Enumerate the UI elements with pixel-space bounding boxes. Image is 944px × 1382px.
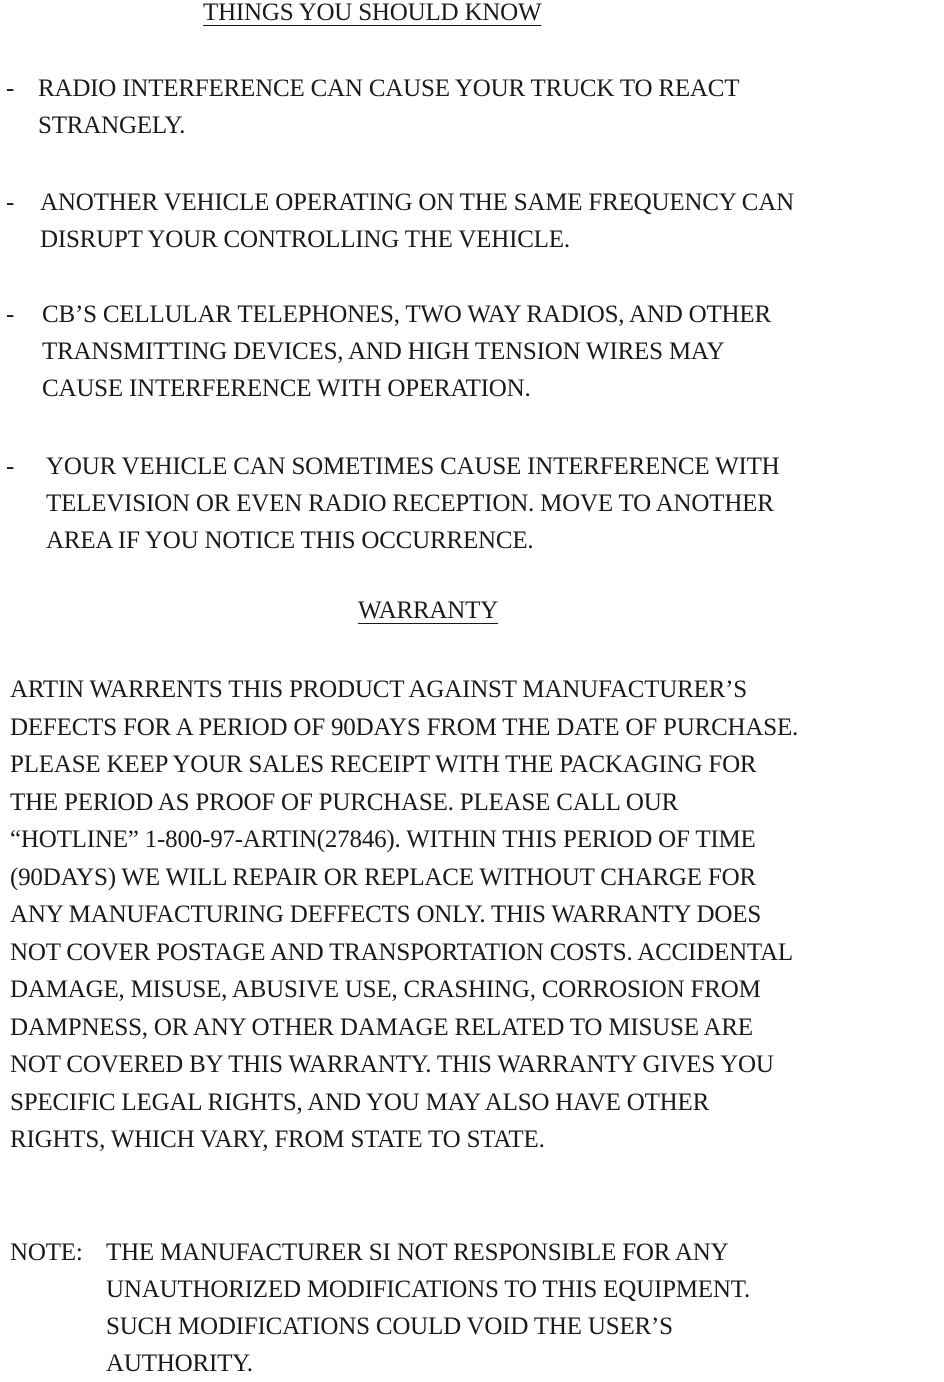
notice-text: ANOTHER VEHICLE OPERATING ON THE SAME FREQUENCY CAN DISRUPT YOUR CONTROLLING THE VEHICLE. <box>40 189 794 253</box>
warranty-heading: WARRANTY <box>358 597 499 624</box>
notice-bullet: - <box>6 453 15 480</box>
warranty-body: ARTIN WARRENTS THIS PRODUCT AGAINST MANUFACTURER’S DEFECTS FOR A PERIOD OF 90DAYS FROM THE DATE OF PURCHASE. PLEASE KEEP YOUR SALES RECEIPT WITH THE PACKAGING FOR THE PERIOD AS PROOF OF PURCHASE. PLEASE CALL OUR “HOTLINE” 1-800-97-ARTIN(27846). WITHIN THIS PERIOD OF TIME (90DAYS) WE WILL REPAIR OR REPLACE WITHOUT CHARGE FOR ANY MANUFACTURING DEFFECTS ONLY. THIS WARRANTY DOES NOT COVER POSTAGE AND TRANSPORTATION COSTS. ACCIDENTAL DAMAGE, MISUSE, ABUSIVE USE, CRASHING, CORROSION FROM DAMPNESS, OR ANY OTHER DAMAGE RELATED TO MISUSE ARE NOT COVERED BY THIS WARRANTY. THIS WARRANTY GIVES YOU SPECIFIC LEGAL RIGHTS, AND YOU MAY ALSO HAVE OTHER RIGHTS, WHICH VARY, FROM STATE TO STATE. <box>10 676 799 1153</box>
notice-text: YOUR VEHICLE CAN SOMETIMES CAUSE INTERFERENCE WITH TELEVISION OR EVEN RADIO RECEPTION. MOVE TO ANOTHER AREA IF YOU NOTICE THIS OCCURRENCE. <box>46 453 780 554</box>
things-you-should-know-heading: THINGS YOU SHOULD KNOW <box>203 0 542 26</box>
notice-bullet: - <box>6 189 15 216</box>
notice-text: RADIO INTERFERENCE CAN CAUSE YOUR TRUCK TO REACT STRANGELY. <box>38 75 740 139</box>
notice-text: CB’S CELLULAR TELEPHONES, TWO WAY RADIOS, AND OTHER TRANSMITTING DEVICES, AND HIGH TENSION WIRES MAY CAUSE INTERFERENCE WITH OPERATION. <box>42 301 771 402</box>
note-text: THE MANUFACTURER SI NOT RESPONSIBLE FOR ANY UNAUTHORIZED MODIFICATIONS TO THIS EQUIPMENT. SUCH MODIFICATIONS COULD VOID THE USER’S AUTHORITY. <box>106 1239 751 1377</box>
notice-bullet: - <box>6 301 15 328</box>
notice-bullet: - <box>6 75 15 102</box>
note-label: NOTE: <box>10 1239 83 1266</box>
